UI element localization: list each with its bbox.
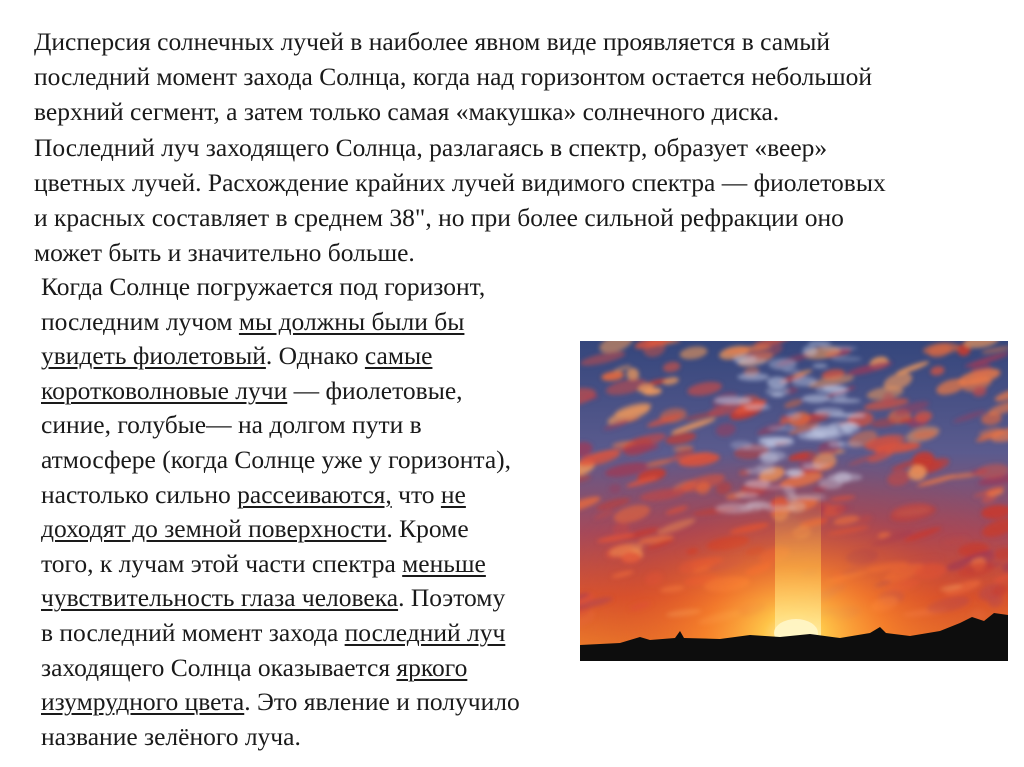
body-line [41,339,586,374]
underlined-phrase: яркого [396,652,468,682]
intro-line: последний момент захода Солнца, когда над горизонтом остается небольшой [34,62,873,92]
body-line [41,408,586,443]
body-line [41,270,586,305]
underlined-phrase: коротковолновые лучи [41,375,288,405]
text-segment: что [391,479,441,509]
text-segment: Когда Солнце погружается под горизонт, [41,272,486,301]
body-line [41,374,586,409]
underlined-phrase: не [440,479,466,509]
body-line [41,547,586,582]
intro-line: и красных составляет в среднем 38", но при более сильной рефракции оно [34,203,844,233]
text-segment: синие, голубые— на долгом пути в [41,410,422,440]
body-line [41,478,586,513]
text-segment: . Поэтому [398,583,506,613]
underlined-phrase: чувствительность глаза человека [41,583,399,613]
underlined-phrase: меньше [402,548,486,578]
underlined-phrase: самые [364,341,433,371]
underlined-phrase: мы должны были бы [238,306,465,336]
intro-line: цветных лучей. Расхождение крайних лучей видимого спектра — фиолетовых [34,167,886,197]
intro-line: верхний сегмент, а затем только самая «макушка» солнечного диска. [34,97,780,127]
body-line [41,720,586,755]
text-segment: последним лучом [41,306,239,336]
body-line [41,685,586,720]
text-segment: . Это явление и получило [244,687,520,717]
body-line [41,512,586,547]
body-line [41,305,586,340]
text-segment: . Однако [265,341,365,371]
text-segment: — фиолетовые, [287,375,463,405]
underlined-phrase: рассеиваются, [237,479,392,509]
sunset-photo [580,341,1008,661]
text-segment: того, к лучам этой части спектра [41,548,403,578]
underlined-phrase: изумрудного цвета [41,687,245,717]
text-segment: название зелёного луча. [41,721,301,751]
green-ray-paragraph [41,270,586,754]
underlined-phrase: доходят до земной поверхности [41,514,387,544]
text-segment: в последний момент захода [41,617,345,647]
intro-line: может быть и значительно больше. [34,238,415,268]
text-segment: настолько сильно [41,479,238,509]
sunset-sky-image [580,341,1008,661]
text-segment: атмосфере (когда Солнце уже у горизонта), [41,444,512,474]
text-segment: заходящего Солнца оказывается [41,652,397,682]
intro-paragraph [34,24,1004,270]
text-segment: . Кроме [386,514,469,544]
intro-line: Дисперсия солнечных лучей в наиболее явном виде проявляется в самый [34,27,831,56]
intro-line: Последний луч заходящего Солнца, разлагаясь в спектр, образует «веер» [34,132,828,162]
underlined-phrase: увидеть фиолетовый [41,341,266,371]
body-line [41,443,586,478]
body-line [41,581,586,616]
underlined-phrase: последний луч [344,617,506,647]
body-line [41,616,586,651]
body-line [41,651,586,686]
